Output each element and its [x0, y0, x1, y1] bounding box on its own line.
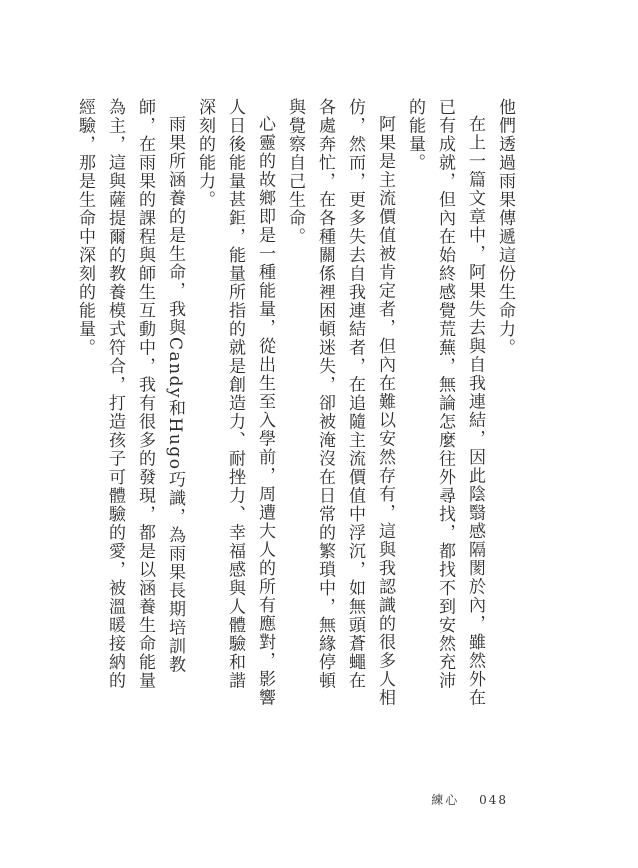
page-footer — [431, 791, 508, 808]
body-text — [70, 98, 520, 708]
page-number: 048 — [479, 793, 508, 807]
paragraph-3: 阿果是主流價值被肯定者，但內在難以安然存有，這與我認識的很多人相仿，然而，更多失去自我連結者，在追隨主流價值中浮沉，如無頭蒼蠅在各處奔忙，在各種關係裡困頓迷失，卻被淹沒在日常的繁瑣中，無緣停頓與覺察自己生命。 — [285, 98, 395, 707]
book-title: 練心 — [431, 793, 460, 807]
paragraph-4: 心靈的故鄉即是一種能量，從出生至入學前，周遭大人的所有應對，影響人日後能量甚鉅，能量所指的就是創造力、耐挫力、幸福感與人體驗和諧深刻的能力。 — [195, 98, 275, 707]
paragraph-2: 在上一篇文章中，阿果失去與自我連結，因此陰翳感隔閡於內，雖然外在已有成就，但內在始終感覺荒蕪，無論怎麼往外尋找，都找不到安然充沛的能量。 — [405, 98, 485, 707]
paragraph-1: 他們透過雨果傳遞這份生命力。 — [495, 98, 515, 357]
paragraph-5: 雨果所涵養的是生命，我與Candy和Hugo巧識，為雨果長期培訓教師，在雨果的課程與師生互動中，我有很多的發現，都是以涵養生命能量為主，這與薩提爾的教養模式符合，打造孩子可體驗的愛，被溫暖接納的經驗，那是生命中深刻的能量。 — [75, 98, 185, 690]
